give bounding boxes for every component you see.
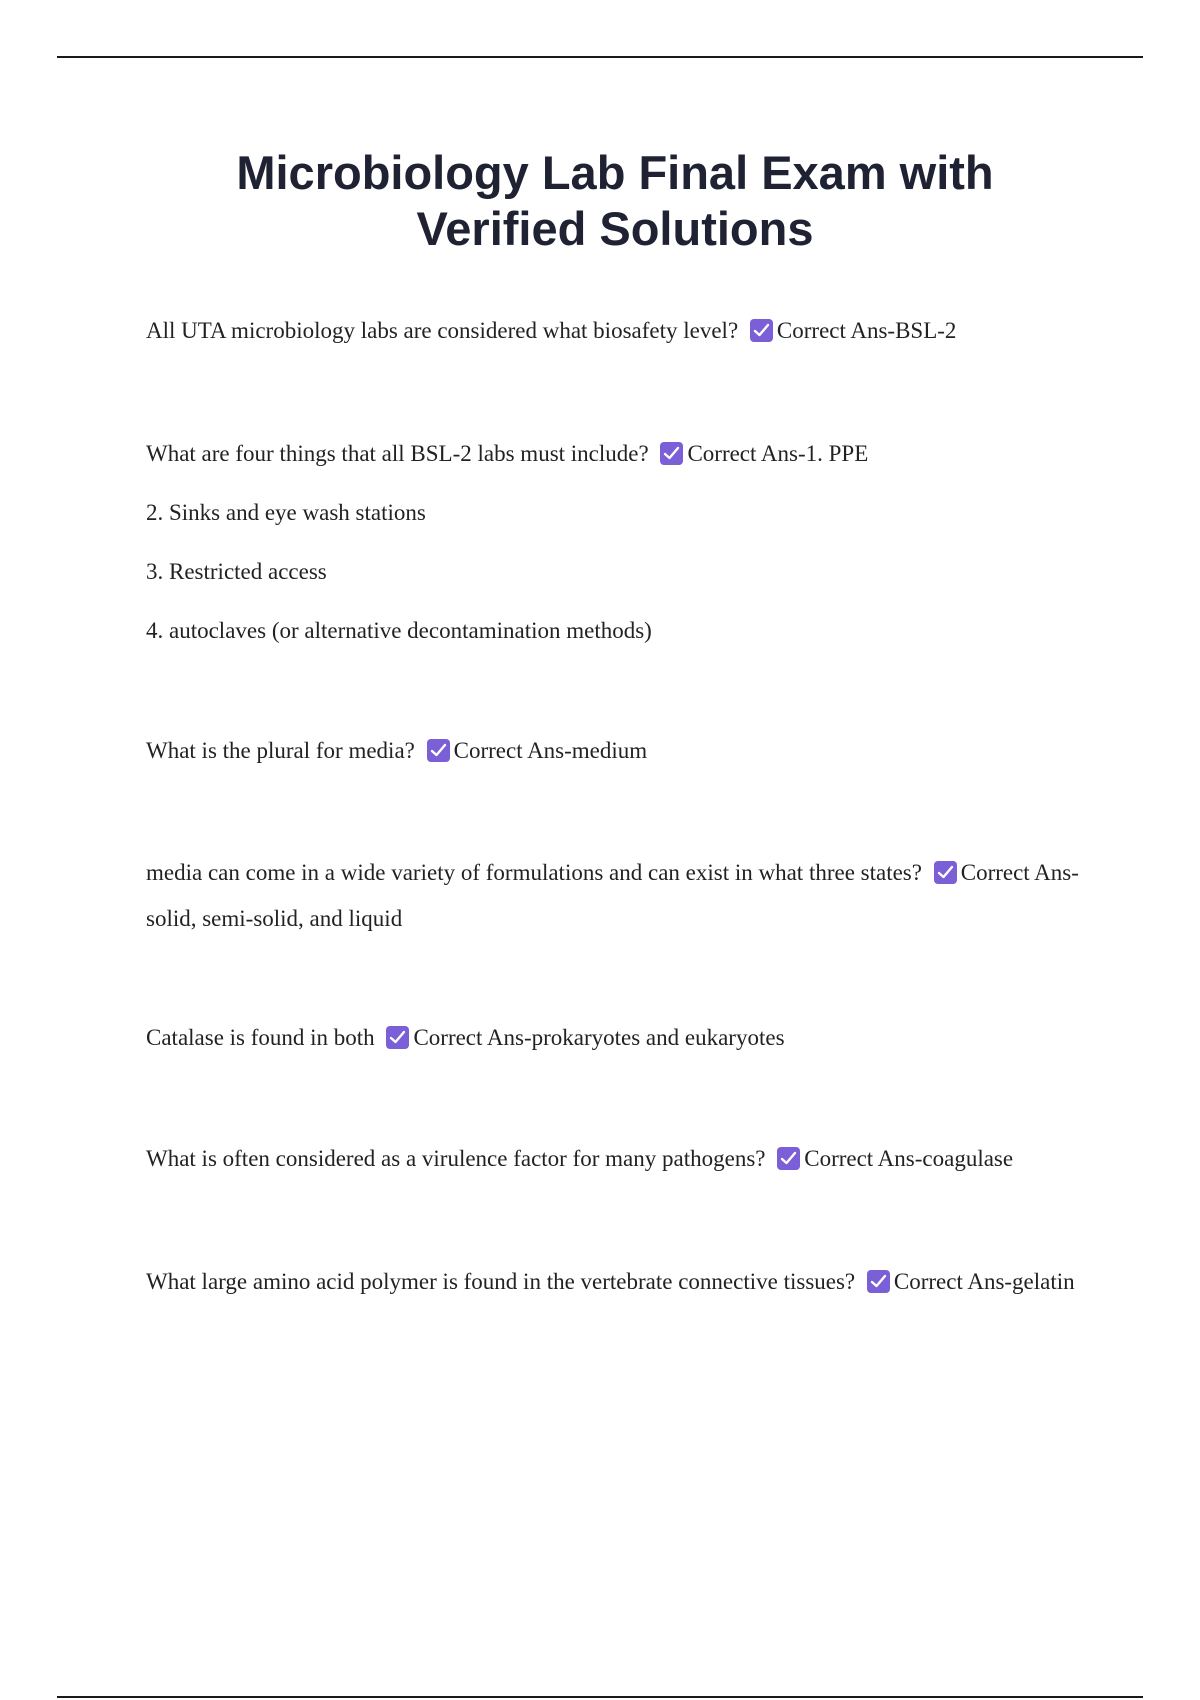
bottom-rule <box>57 1696 1143 1698</box>
answer-text: Correct Ans-gelatin <box>893 1269 1075 1294</box>
question-text: All UTA microbiology labs are considered what biosafety level? <box>146 318 739 343</box>
answer-text: Correct Ans-BSL-2 <box>776 318 957 343</box>
checkmark-icon <box>386 1026 409 1049</box>
answer-text: Correct Ans-medium <box>453 738 648 763</box>
checkmark-icon <box>427 739 450 762</box>
question-text: What are four things that all BSL-2 labs must include? <box>146 441 649 466</box>
answer-line: 3. Restricted access <box>146 559 327 584</box>
checkmark-icon <box>867 1270 890 1293</box>
qa-item <box>146 308 1096 354</box>
answer-text: Correct Ans-coagulase <box>804 1146 1014 1171</box>
title-line-1: Microbiology Lab Final Exam with <box>236 146 994 199</box>
qa-item <box>146 1015 1096 1061</box>
answer-line: 2. Sinks and eye wash stations <box>146 500 426 525</box>
question-text: media can come in a wide variety of formulations and can exist in what three states? <box>146 860 922 885</box>
top-rule <box>57 56 1143 58</box>
qa-item <box>146 850 1096 942</box>
answer-text: Correct Ans-1. PPE <box>687 441 869 466</box>
checkmark-icon <box>750 319 773 342</box>
answer-text: Correct Ans-solid, semi-solid, and liquid <box>146 860 1079 931</box>
checkmark-icon <box>777 1147 800 1170</box>
answer-text: Correct Ans-prokaryotes and eukaryotes <box>413 1025 785 1050</box>
qa-item <box>146 431 1096 654</box>
qa-item <box>146 728 1096 774</box>
answer-line: 4. autoclaves (or alternative decontamination methods) <box>146 618 652 643</box>
qa-item <box>146 1136 1096 1182</box>
page-title <box>120 145 1110 257</box>
question-text: Catalase is found in both <box>146 1025 375 1050</box>
qa-item <box>146 1259 1096 1305</box>
question-text: What is often considered as a virulence factor for many pathogens? <box>146 1146 766 1171</box>
question-text: What is the plural for media? <box>146 738 415 763</box>
title-line-2: Verified Solutions <box>416 202 814 255</box>
checkmark-icon <box>934 861 957 884</box>
question-text: What large amino acid polymer is found in the vertebrate connective tissues? <box>146 1269 856 1294</box>
checkmark-icon <box>660 442 683 465</box>
